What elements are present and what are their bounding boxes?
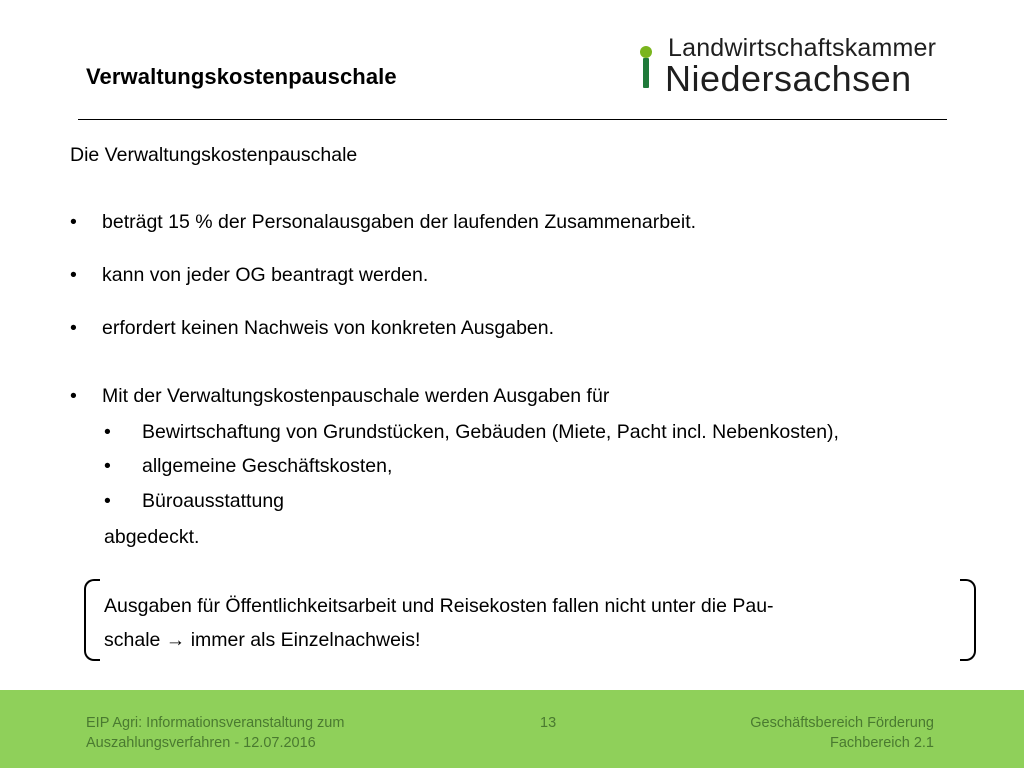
bullet-text: kann von jeder OG beantragt werden. <box>102 264 429 286</box>
note-line1: Ausgaben für Öffentlichkeitsarbeit und Reisekosten fallen nicht unter die Pau- <box>104 595 774 617</box>
footer-left <box>86 714 344 753</box>
bullet-text: Mit der Verwaltungskostenpauschale werden Ausgaben für <box>102 385 610 407</box>
lwk-logo <box>638 34 958 99</box>
logo-dot-icon <box>640 46 652 58</box>
slide-title: Verwaltungskostenpauschale <box>86 64 397 89</box>
right-bracket <box>960 579 976 661</box>
footer-right <box>750 714 934 753</box>
title-divider <box>78 119 947 120</box>
intro-text: Die Verwaltungskostenpauschale <box>70 144 358 166</box>
bullet-text: beträgt 15 % der Personalausgaben der laufenden Zusammenarbeit. <box>102 211 697 233</box>
closing-text: abgedeckt. <box>104 526 200 548</box>
note-box <box>84 579 976 659</box>
footer-event-title: EIP Agri: Informationsveranstaltung zum <box>86 715 345 731</box>
sub-bullet-text: Büroausstattung <box>142 490 285 512</box>
bullet-marker: • <box>104 490 111 512</box>
bullet-marker: • <box>104 455 111 477</box>
bullet-marker: • <box>70 211 77 233</box>
footer-department: Geschäftsbereich Förderung <box>750 715 934 731</box>
page-number: 13 <box>540 715 557 731</box>
bullet-marker: • <box>70 317 77 339</box>
sub-bullet-text: allgemeine Geschäftskosten, <box>142 455 393 477</box>
footer-section: Fachbereich 2.1 <box>830 734 934 751</box>
bullet-marker: • <box>104 421 111 443</box>
footer-bar <box>0 690 1024 768</box>
bullet-text: erfordert keinen Nachweis von konkreten Ausgaben. <box>102 317 555 339</box>
logo-text-line1: Landwirtschaftskammer <box>668 34 937 62</box>
left-bracket <box>84 579 100 661</box>
bullet-marker: • <box>70 264 77 286</box>
logo-text-line2: Niedersachsen <box>665 58 912 99</box>
note-line2: schale → immer als Einzelnachweis! <box>104 629 421 651</box>
logo-bar-icon <box>643 58 649 88</box>
sub-bullet-text: Bewirtschaftung von Grundstücken, Gebäuden (Miete, Pacht incl. Nebenkosten), <box>142 421 839 443</box>
footer-event-date: Auszahlungsverfahren - 12.07.2016 <box>86 734 316 751</box>
bullet-marker: • <box>70 385 77 407</box>
